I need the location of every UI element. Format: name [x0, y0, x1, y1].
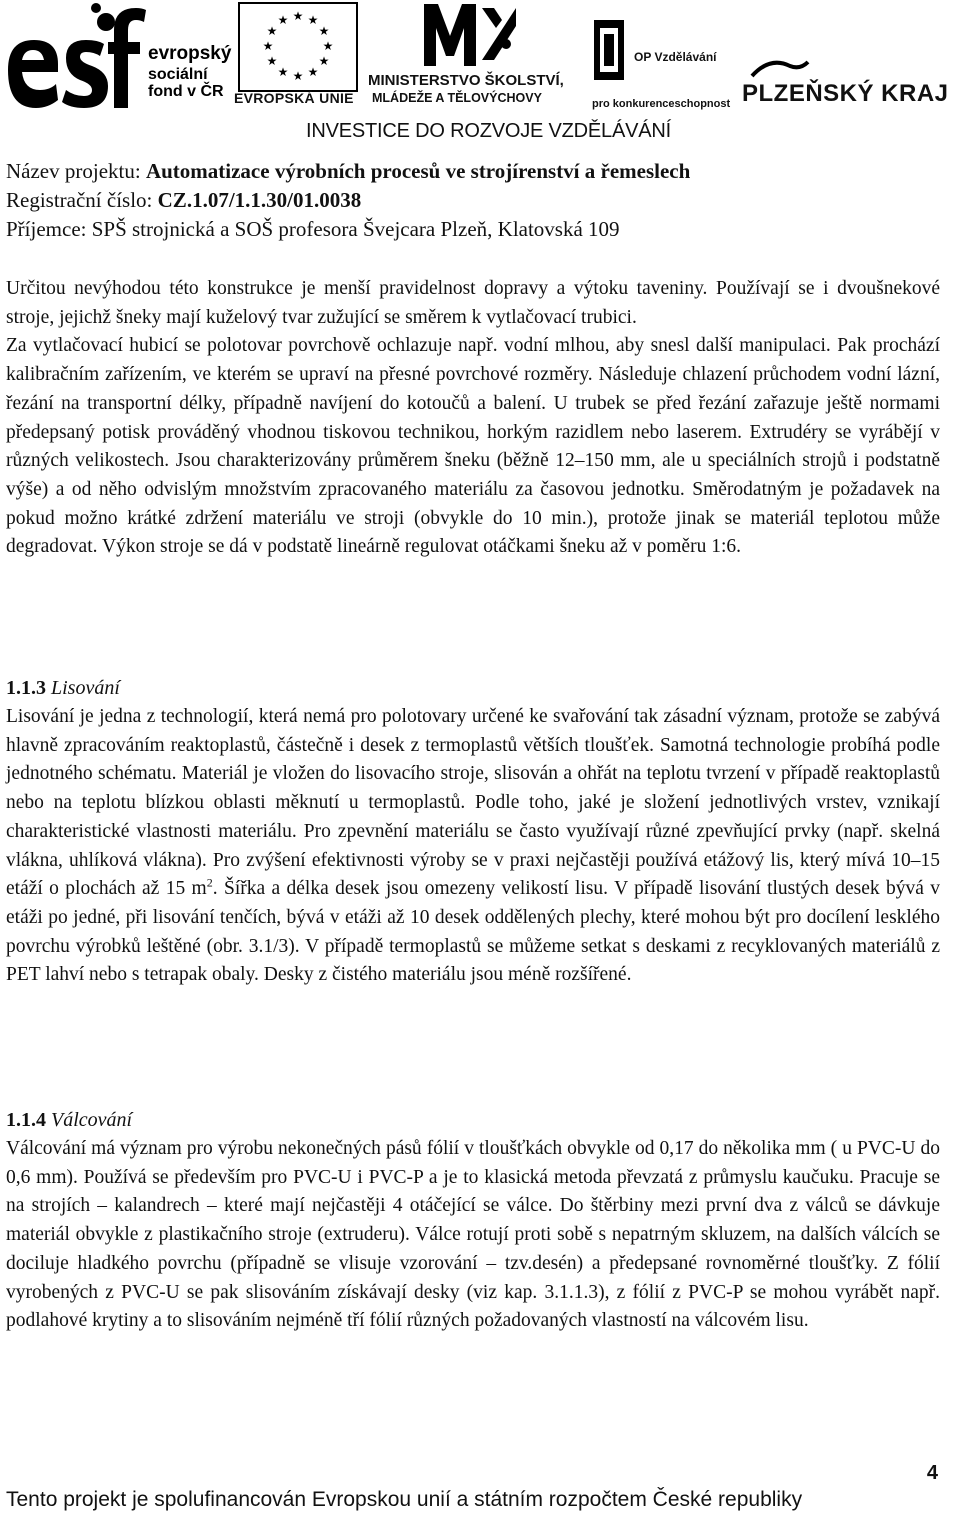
esf-logo [0, 0, 232, 118]
section-valcovani [6, 1106, 940, 1336]
svg-text:★: ★ [292, 9, 304, 23]
recipient: Příjemce: SPŠ strojnická a SOŠ profesora Švejcara Plzeň, Klatovská 109 [6, 217, 620, 241]
paragraph: Válcování má význam pro výrobu nekonečných pásů fólií v tloušťkách obvykle od 0,17 do několika mm ( u PVC-U do 0,6 mm). Používá se především pro PVC-U i PVC-P a je to klasická metoda převzatá z průmyslu kaučuku. Pracuje se na strojích – kalandrech – které mají nejčastěji 4 otáčející se válce. Do štěrbiny mezi první dva z válců se dávkuje materiál obvykle z plastikačního stroje (extruderu). Válce rotují proti sobě s nepatrným skluzem, na dalších válcích se dociluje hladkého povrchu (případně se vlisuje vzorování – tzv.desén) a předepsané rovnoměrné tloušťky. Z fólií vyrobených z PVC-U se pak slisováním získávají desky (viz kap. 3.1.1.3), z fólií z PVC-P se mohou vyrábět např. podlahové krytiny a to slisováním nejméně tří fólií různých požadovaných vlastností na válcovém lisu. [6, 1138, 940, 1332]
opvk-mark-icon [588, 20, 628, 102]
svg-text:★: ★ [266, 24, 278, 38]
registration-number [6, 186, 956, 215]
svg-text:★: ★ [318, 24, 330, 38]
plzen-logo [742, 56, 952, 116]
section-number: 1.1.3 [6, 677, 46, 699]
intro-section [6, 275, 940, 562]
esf-text [148, 44, 231, 101]
registration-label: Registrační číslo: [6, 188, 158, 212]
slogan: INVESTICE DO ROZVOJE VZDĚLÁVÁNÍ [306, 120, 671, 142]
section-title: Lisování [51, 677, 120, 699]
paragraph: Za vytlačovací hubicí se polotovar povrchově ochlazuje např. vodní mlhou, aby snesl další manipulaci. Pak prochází kalibračním zařízením, ve kterém se upraví na přesné povrchové rozměry. Následuje chlazení průchodem vodní lázní, řezání na transportní délky, případně navíjení do kotoučů a balení. U trubek se před řezání zařazuje ještě normami předepsaný potisk prováděný vhodnou tiskovou technikou, horkým razidlem nebo laserem. Extrudéry se vyrábějí v různých velikostech. Jsou charakterizovány průměrem šneku (běžně 12–150 mm, ale u speciálních strojů i podstatně výše) a od něho odvislým množstvím zpracovaného materiálu za časovou jednotku. Směrodatným je požadavek na pokud možno krátké zdržení materiálu ve stroji (obvykle do 10 min.), protože jinak se materiál teplotou může degradovat. Výkon stroje se dá v podstatě lineárně regulovat otáčkami šneku až v poměru 1:6. [6, 335, 940, 558]
section-lisovani [6, 674, 940, 990]
esf-line2: sociální [148, 65, 208, 83]
logo-bar [0, 0, 960, 146]
project-name [6, 157, 956, 186]
paragraph [6, 703, 940, 990]
svg-text:★: ★ [262, 39, 274, 53]
msmt-line1: MINISTERSTVO ŠKOLSTVÍ, [368, 72, 564, 89]
svg-text:★: ★ [277, 65, 289, 79]
esf-mark-icon [0, 0, 150, 118]
opvk-logo [588, 20, 738, 110]
project-info [6, 157, 956, 244]
svg-text:★: ★ [266, 54, 278, 68]
project-name-label: Název projektu: [6, 159, 146, 183]
footer-text: Tento projekt je spolufinancován Evropskou unií a státním rozpočtem České republiky [6, 1488, 803, 1511]
section-heading [6, 1106, 940, 1135]
svg-text:★: ★ [277, 13, 289, 27]
page-number: 4 [926, 1462, 938, 1484]
esf-line3: fond v ČR [148, 82, 224, 100]
text-segment: . Šířka a délka desek jsou omezeny velikostí lisu. V případě lisování tlustých desek bývá v etáži po jedné, při lisování tenčích, bývá v etáži až 10 desek oddělených plechy, které mohou být pro docílení lesklého povrchu výrobků leštěné (obr. 3.1/3). V případě termoplastů se můžeme setkat s deskami z recyklovaných materiálů z PET lahví nebo s tetrapak obaly. Desky z čistého materiálu jsou méně rozšířené. [6, 878, 940, 986]
registration-value: CZ.1.07/1.1.30/01.0038 [157, 188, 362, 212]
opvk-line2: pro konkurenceschopnost [592, 98, 731, 110]
msmt-line2: MLÁDEŽE A TĚLOVÝCHOVY [372, 91, 542, 105]
opvk-line1: OP Vzdělávání [634, 50, 717, 64]
section-title: Válcování [51, 1109, 133, 1131]
superscript: 2 [206, 875, 213, 890]
paragraph: Určitou nevýhodou této konstrukce je menší pravidelnost dopravy a výtoku taveniny. Používají se i dvoušnekové stroje, jejichž šneky mají kuželový tvar zužující se směrem k vytlačovací trubici. [6, 278, 940, 328]
eu-logo [234, 2, 358, 114]
project-name-value: Automatizace výrobních procesů ve strojírenství a řemeslech [145, 159, 691, 183]
msmt-logo [368, 0, 568, 112]
svg-text:★: ★ [307, 13, 319, 27]
svg-text:★: ★ [292, 69, 304, 83]
section-number: 1.1.4 [6, 1109, 46, 1131]
esf-line1: evropský [148, 43, 232, 64]
text-segment: Lisování je jedna z technologií, která nemá pro polotovary určené ke svařování tak zásadní význam, protože se zabývá hlavně zpracováním reaktoplastů, částečně i desek z termoplastů větších tloušťek. Samotná technologie probíhá podle jednotného schématu. Materiál je vložen do lisovacího stroje, slisován a ohřát na teplotu tvrzení v případě reaktoplastů nebo na teplotu blízkou oblasti měknutí u termoplastů. Podle toho, jaké je složení jednotlivých vrstev, vznikají charakteristické vlastnosti materiálu. Pro zpevnění materiálu se často využívají různé zpevňující prvky (např. skelná vlákna, uhlíková vlákna). Pro zvýšení efektivnosti výroby se v praxi nejčastěji používá etážový lis, který mívá 10–15 etáží o plochách až 15 m [6, 706, 940, 900]
section-heading [6, 674, 940, 703]
plzen-label: PLZEŇSKÝ KRAJ [742, 80, 949, 107]
plzen-mark-icon [750, 56, 810, 78]
svg-text:★: ★ [322, 39, 334, 53]
eu-flag-icon [238, 2, 358, 92]
svg-text:★: ★ [307, 65, 319, 79]
eu-label: EVROPSKÁ UNIE [234, 90, 354, 106]
svg-text:★: ★ [318, 54, 330, 68]
msmt-mark-icon [420, 0, 520, 70]
